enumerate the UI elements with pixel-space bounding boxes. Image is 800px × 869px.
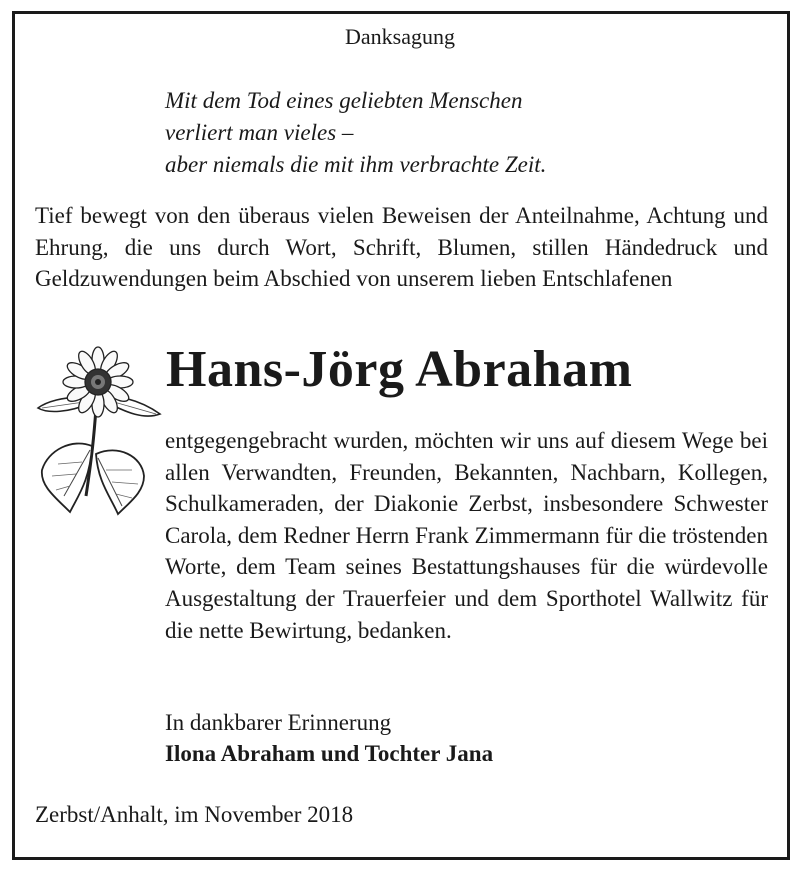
place-date: Zerbst/Anhalt, im November 2018 (35, 802, 354, 827)
sunflower-icon (34, 346, 162, 522)
memorial-poem (165, 85, 546, 181)
closing-phrase: In dankbarer Erinnerung (165, 710, 392, 735)
closing-block (165, 707, 493, 769)
notice-heading: Danksagung (345, 24, 455, 49)
deceased-name: Hans-Jörg Abraham (166, 341, 633, 398)
signature: Ilona Abraham und Tochter Jana (165, 741, 494, 766)
intro-paragraph: Tief bewegt von den überaus vielen Beweisen der Anteilnahme, Achtung und Ehrung, die uns durch Wort, Schrift, Blumen, stillen Händedruck und Geldzuwendungen beim Abschied von unserem lieben Entschlafenen (35, 203, 768, 292)
poem-line: verliert man vieles – (165, 120, 354, 145)
thanks-paragraph: entgegengebracht wurden, möchten wir uns auf diesem Wege bei allen Verwandten, Freunden, Bekannten, Nachbarn, Kollegen, Schulkameraden, der Diakonie Zerbst, insbesondere Schwester Carola, dem Redner Herrn Frank Zimmermann für die tröstenden Worte, dem Team seines Bestattungshauses für die würdevolle Ausgestaltung der Trauerfeier und dem Sporthotel Wallwitz für die nette Bewirtung, bedanken. (165, 428, 768, 643)
poem-line: aber niemals die mit ihm verbrachte Zeit. (165, 152, 547, 177)
poem-line: Mit dem Tod eines geliebten Menschen (165, 88, 523, 113)
